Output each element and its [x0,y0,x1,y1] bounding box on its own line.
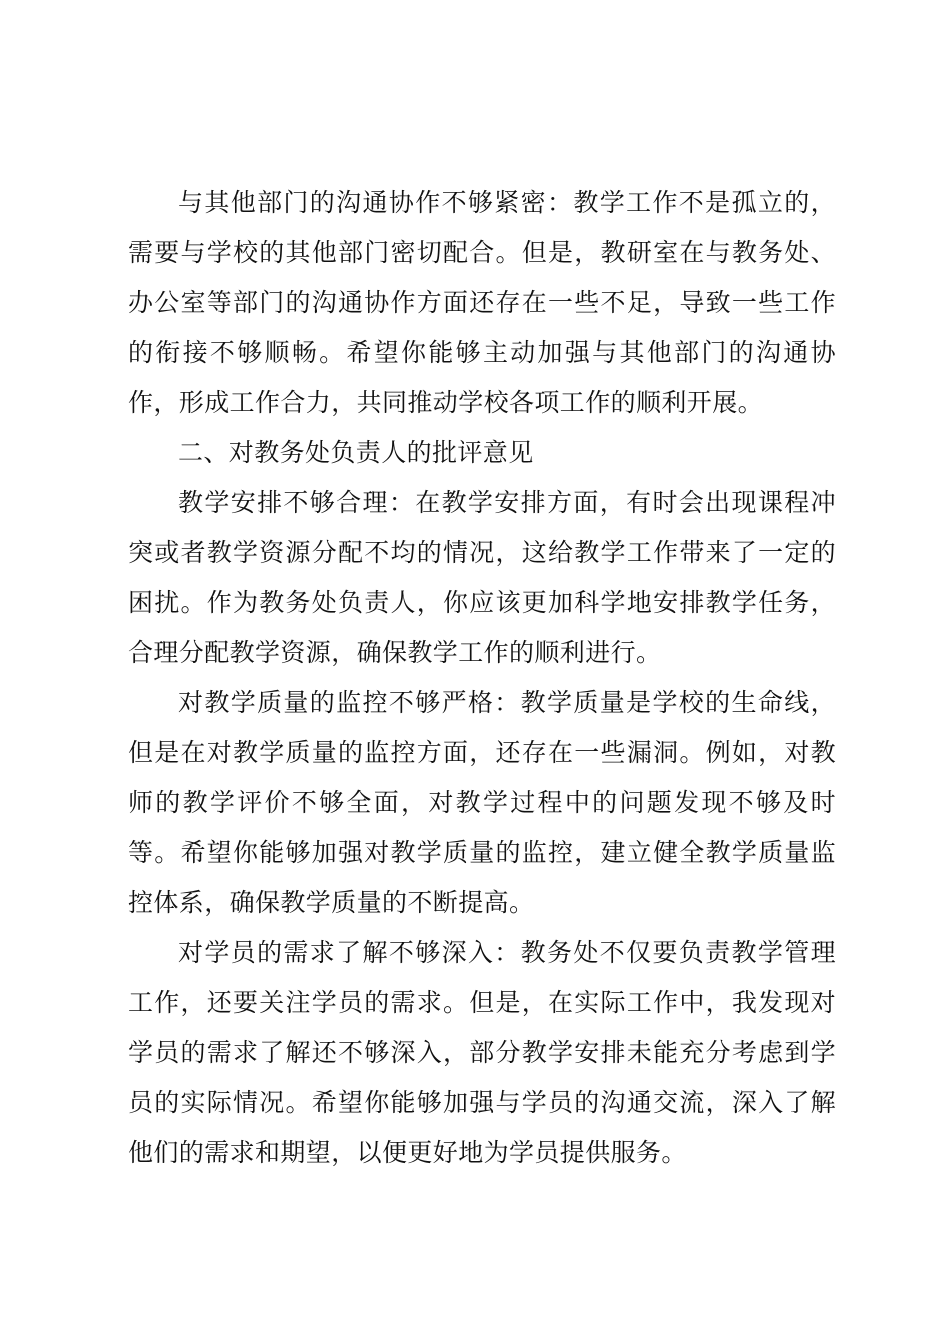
section-heading-academic-affairs: 二、对教务处负责人的批评意见 [178,438,534,467]
paragraph-quality-monitoring: 对教学质量的监控不够严格：教学质量是学校的生命线，但是在对教学质量的监控方面，还存在一些漏洞。例如，对教师的教学评价不够全面，对教学过程中的问题发现不够及时等。希望你能够加强对教学质量的监控，建立健全教学质量监控体系，确保教学质量的不断提高。 [128,688,836,917]
document-body [128,178,836,1178]
paragraph-teaching-arrangement: 教学安排不够合理：在教学安排方面，有时会出现课程冲突或者教学资源分配不均的情况，这给教学工作带来了一定的困扰。作为教务处负责人，你应该更加科学地安排教学任务，合理分配教学资源，确保教学工作的顺利进行。 [128,488,836,667]
paragraph-student-needs: 对学员的需求了解不够深入：教务处不仅要负责教学管理工作，还要关注学员的需求。但是，在实际工作中，我发现对学员的需求了解还不够深入，部分教学安排未能充分考虑到学员的实际情况。希望你能够加强与学员的沟通交流，深入了解他们的需求和期望，以便更好地为学员提供服务。 [128,938,836,1167]
paragraph-department-cooperation: 与其他部门的沟通协作不够紧密：教学工作不是孤立的，需要与学校的其他部门密切配合。但是，教研室在与教务处、办公室等部门的沟通协作方面还存在一些不足，导致一些工作的衔接不够顺畅。希望你能够主动加强与其他部门的沟通协作，形成工作合力，共同推动学校各项工作的顺利开展。 [128,188,836,417]
